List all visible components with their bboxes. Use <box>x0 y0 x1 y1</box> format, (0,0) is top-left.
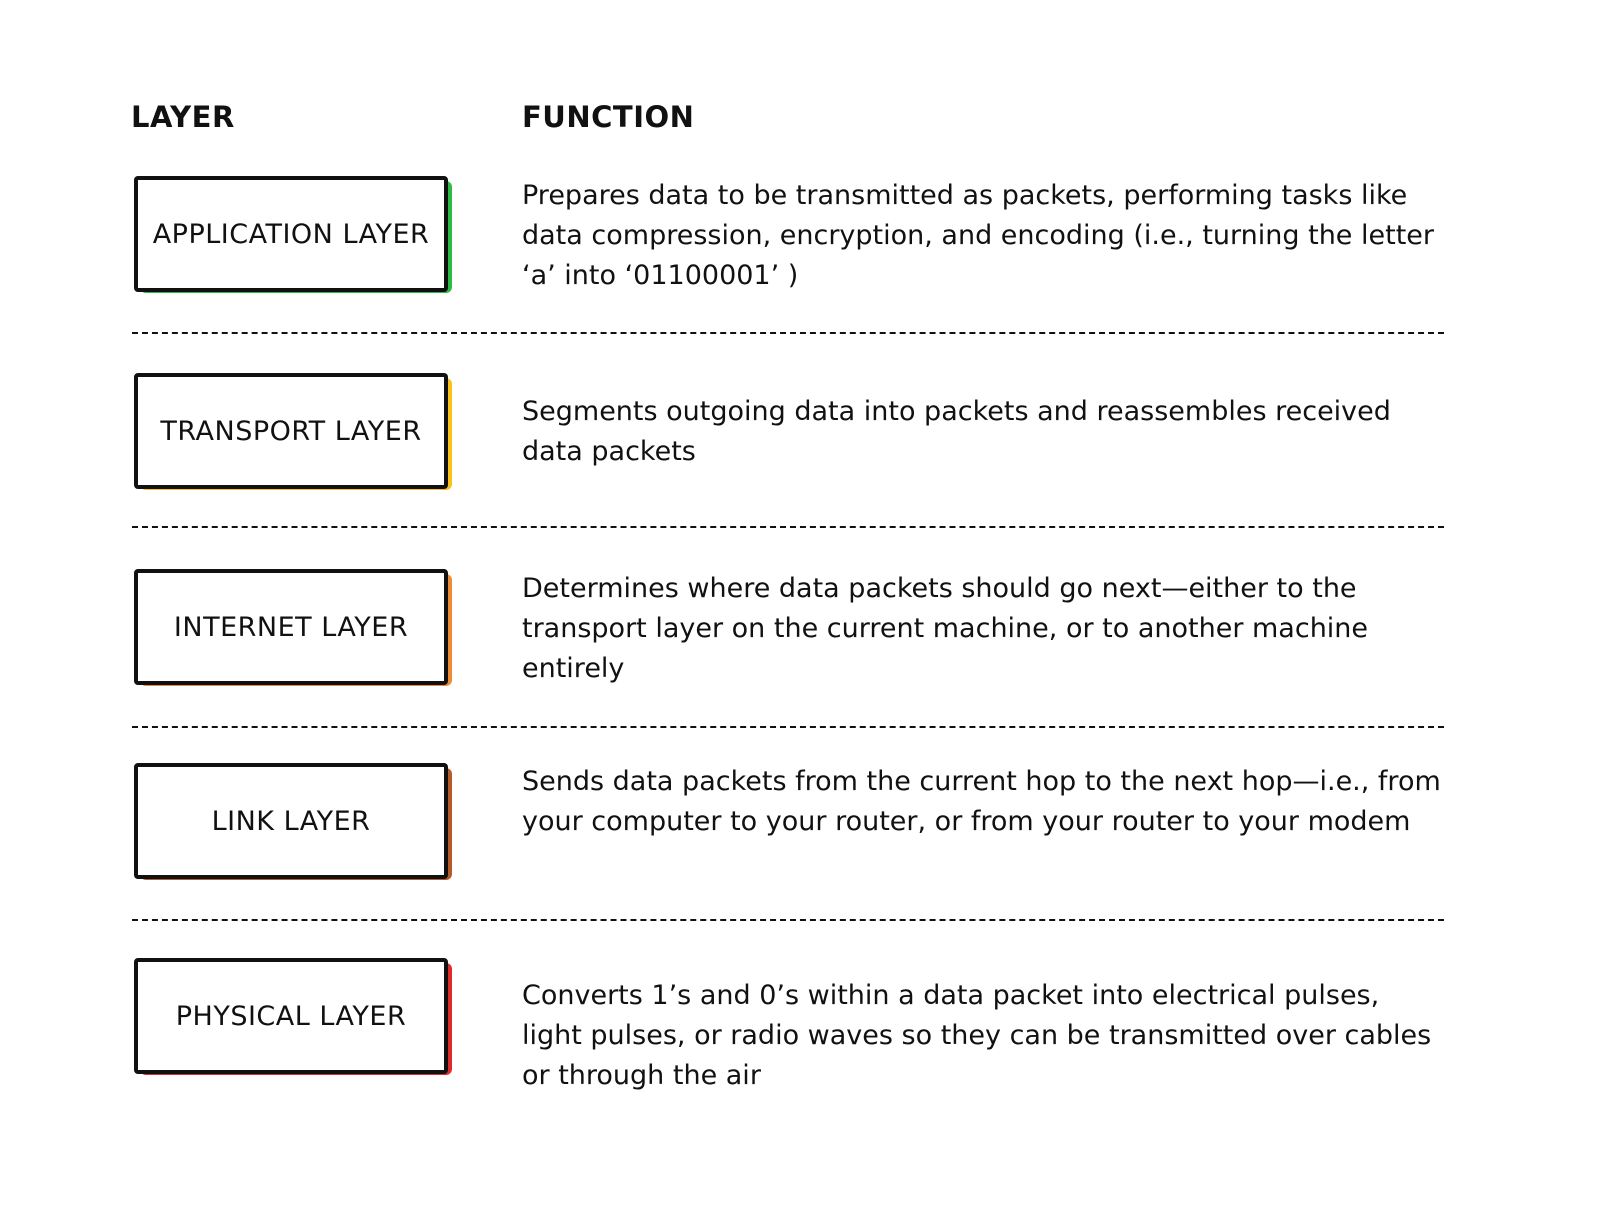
row-divider <box>132 526 1444 528</box>
link-layer-box <box>134 763 456 881</box>
internet-layer-label: INTERNET LAYER <box>173 611 409 643</box>
function-column-header: FUNCTION <box>522 100 695 134</box>
link-layer-description: Sends data packets from the current hop to the next hop—i.e., from your computer to your router, or from your router to your modem <box>522 766 1441 837</box>
internet-layer-box <box>134 569 456 687</box>
application-layer-label: APPLICATION LAYER <box>152 218 430 250</box>
physical-layer-label: PHYSICAL LAYER <box>175 1000 407 1032</box>
row-divider <box>132 919 1444 921</box>
physical-layer-description: Converts 1’s and 0’s within a data packet into electrical pulses, light pulses, or radio waves so they can be transmitted over cables or through the air <box>522 980 1432 1091</box>
link-layer-label: LINK LAYER <box>211 805 371 837</box>
layer-column-header: LAYER <box>131 100 235 134</box>
internet-layer-description: Determines where data packets should go next—either to the transport layer on the current machine, or to another machine entirely <box>522 573 1369 684</box>
application-layer-description: Prepares data to be transmitted as packets, performing tasks like data compression, encryption, and encoding (i.e., turning the letter ‘a’ into ‘01100001’ ) <box>522 180 1435 291</box>
row-divider <box>132 726 1444 728</box>
transport-layer-label: TRANSPORT LAYER <box>160 415 422 447</box>
row-divider <box>132 332 1444 334</box>
transport-layer-box <box>134 373 456 491</box>
physical-layer-box <box>134 958 456 1076</box>
transport-layer-description: Segments outgoing data into packets and reassembles received data packets <box>522 396 1391 467</box>
application-layer-box <box>134 176 456 294</box>
